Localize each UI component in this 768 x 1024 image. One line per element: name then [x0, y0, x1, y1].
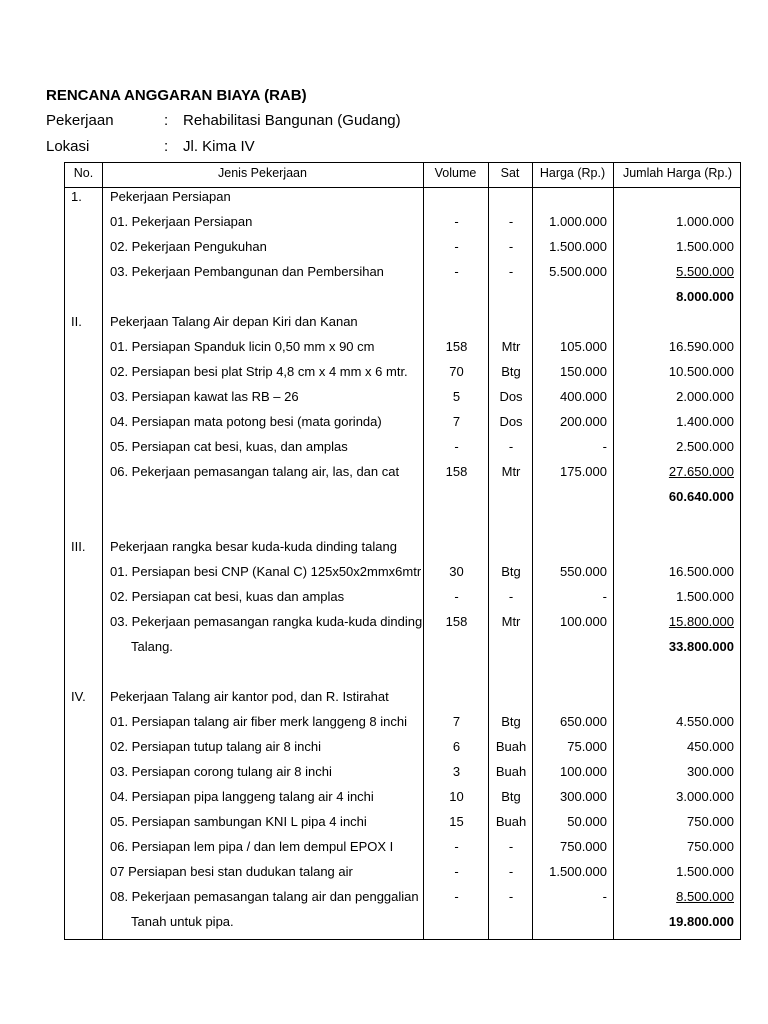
- row-price: 1.500.000: [549, 239, 607, 254]
- row-unit: Buah: [495, 739, 527, 754]
- row-job: 04. Persiapan pipa langgeng talang air 4 inchi: [110, 789, 374, 804]
- row-unit: Dos: [499, 414, 523, 429]
- row-volume: -: [454, 839, 459, 854]
- row-total: 1.000.000: [676, 214, 734, 229]
- row-job: 04. Persiapan mata potong besi (mata gorinda): [110, 414, 382, 429]
- table-row: [65, 414, 742, 434]
- table-row: [65, 764, 742, 784]
- row-price: 100.000: [560, 764, 607, 779]
- row-volume: -: [454, 889, 459, 904]
- row-job: 02. Pekerjaan Pengukuhan: [110, 239, 267, 254]
- row-number: IV.: [71, 689, 86, 704]
- row-job: 01. Persiapan besi CNP (Kanal C) 125x50x2mmx6mtr: [110, 564, 422, 579]
- row-price: -: [602, 589, 607, 604]
- row-total: 15.800.000: [668, 614, 734, 629]
- rab-table: [64, 162, 741, 940]
- header-no: No.: [73, 166, 94, 180]
- row-unit: -: [508, 239, 514, 254]
- row-job: 01. Persiapan Spanduk licin 0,50 mm x 90 cm: [110, 339, 375, 354]
- row-job: 01. Pekerjaan Persiapan: [110, 214, 253, 229]
- row-unit: Dos: [499, 389, 523, 404]
- row-subtotal: 19.800.000: [668, 914, 734, 929]
- row-price: 5.500.000: [549, 264, 607, 279]
- table-row: [65, 889, 742, 909]
- row-total: 8.500.000: [676, 889, 734, 904]
- row-unit: Mtr: [501, 339, 521, 354]
- row-total: 5.500.000: [676, 264, 734, 279]
- row-unit: -: [508, 864, 514, 879]
- row-volume: 7: [452, 414, 461, 429]
- table-row: [65, 814, 742, 834]
- table-row: [65, 314, 742, 334]
- row-unit: Btg: [501, 789, 521, 804]
- table-row: [65, 839, 742, 859]
- row-unit: Buah: [495, 814, 527, 829]
- row-job: 02. Persiapan tutup talang air 8 inchi: [110, 739, 322, 754]
- row-total: 1.500.000: [676, 589, 734, 604]
- row-job: Pekerjaan Talang air kantor pod, dan R. Istirahat: [110, 689, 389, 704]
- header-price: Harga (Rp.): [539, 166, 606, 180]
- row-unit: Buah: [495, 764, 527, 779]
- row-total: 2.500.000: [676, 439, 734, 454]
- row-volume: -: [454, 439, 459, 454]
- row-price: 650.000: [560, 714, 607, 729]
- row-job: 03. Persiapan kawat las RB – 26: [110, 389, 299, 404]
- row-price: 175.000: [560, 464, 607, 479]
- row-volume: 15: [449, 814, 464, 829]
- table-row: [65, 439, 742, 459]
- row-total: 450.000: [687, 739, 734, 754]
- job-value: Rehabilitasi Bangunan (Gudang): [183, 112, 401, 129]
- row-volume: -: [454, 239, 459, 254]
- header-job: Jenis Pekerjaan: [218, 166, 307, 180]
- row-volume: 10: [449, 789, 464, 804]
- header-unit: Sat: [500, 166, 520, 180]
- row-total: 27.650.000: [668, 464, 734, 479]
- row-job: 03. Persiapan corong tulang air 8 inchi: [110, 764, 332, 779]
- row-price: 150.000: [560, 364, 607, 379]
- row-volume: 158: [445, 614, 468, 629]
- row-volume: 5: [452, 389, 461, 404]
- row-total: 1.400.000: [676, 414, 734, 429]
- header-divider: [65, 187, 740, 188]
- row-volume: 6: [452, 739, 461, 754]
- row-job: 08. Pekerjaan pemasangan talang air dan penggalian: [110, 889, 419, 904]
- row-job: Pekerjaan rangka besar kuda-kuda dinding talang: [110, 539, 397, 554]
- row-number: 1.: [71, 189, 82, 204]
- row-unit: -: [508, 839, 514, 854]
- row-total: 16.590.000: [668, 339, 734, 354]
- row-unit: -: [508, 264, 514, 279]
- row-volume: -: [454, 864, 459, 879]
- job-colon: :: [164, 112, 169, 129]
- table-row: [65, 214, 742, 234]
- row-job: 01. Persiapan talang air fiber merk langgeng 8 inchi: [110, 714, 408, 729]
- header-total: Jumlah Harga (Rp.): [622, 166, 733, 180]
- table-row: [65, 614, 742, 634]
- row-total: 16.500.000: [668, 564, 734, 579]
- row-unit: -: [508, 889, 514, 904]
- row-volume: -: [454, 589, 459, 604]
- location-label: Lokasi: [46, 138, 90, 155]
- row-volume: -: [454, 264, 459, 279]
- location-value: Jl. Kima IV: [183, 138, 255, 155]
- row-price: 750.000: [560, 839, 607, 854]
- row-job: 03. Pekerjaan pemasangan rangka kuda-kuda dinding: [110, 614, 423, 629]
- row-total: 750.000: [687, 839, 734, 854]
- row-job: Pekerjaan Talang Air depan Kiri dan Kanan: [110, 314, 358, 329]
- table-row: [65, 564, 742, 584]
- row-volume: 158: [445, 339, 468, 354]
- row-unit: Mtr: [501, 464, 521, 479]
- row-unit: Btg: [501, 564, 521, 579]
- row-job: 07 Persiapan besi stan dudukan talang air: [110, 864, 353, 879]
- table-row: [65, 264, 742, 284]
- row-price: 400.000: [560, 389, 607, 404]
- row-number: III.: [71, 539, 86, 554]
- row-volume: 7: [452, 714, 461, 729]
- row-price: 1.000.000: [549, 214, 607, 229]
- row-job: Pekerjaan Persiapan: [110, 189, 231, 204]
- row-subtotal: 33.800.000: [668, 639, 734, 654]
- table-row: [65, 489, 742, 509]
- row-subtotal: 60.640.000: [668, 489, 734, 504]
- table-row: [65, 364, 742, 384]
- row-job: 06. Persiapan lem pipa / dan lem dempul EPOX I: [110, 839, 394, 854]
- row-total: 1.500.000: [676, 239, 734, 254]
- row-job: 05. Persiapan sambungan KNI L pipa 4 inchi: [110, 814, 367, 829]
- row-total: 10.500.000: [668, 364, 734, 379]
- row-job: 02. Persiapan cat besi, kuas dan amplas: [110, 589, 345, 604]
- job-label: Pekerjaan: [46, 112, 114, 129]
- header-volume: Volume: [434, 166, 477, 180]
- row-unit: Btg: [501, 714, 521, 729]
- table-row: [65, 239, 742, 259]
- row-unit: -: [508, 439, 514, 454]
- row-price: 200.000: [560, 414, 607, 429]
- row-price: -: [602, 889, 607, 904]
- row-total: 750.000: [687, 814, 734, 829]
- table-row: [65, 289, 742, 309]
- row-unit: -: [508, 214, 514, 229]
- table-row: [65, 714, 742, 734]
- row-total: 1.500.000: [676, 864, 734, 879]
- table-row: [65, 589, 742, 609]
- row-total: 4.550.000: [676, 714, 734, 729]
- row-job: 03. Pekerjaan Pembangunan dan Pembersihan: [110, 264, 384, 279]
- table-row: [65, 739, 742, 759]
- row-price: 300.000: [560, 789, 607, 804]
- row-unit: Btg: [501, 364, 521, 379]
- row-number: II.: [71, 314, 82, 329]
- row-job: 02. Persiapan besi plat Strip 4,8 cm x 4 mm x 6 mtr.: [110, 364, 408, 379]
- table-row: [65, 339, 742, 359]
- row-unit: -: [508, 589, 514, 604]
- row-price: 1.500.000: [549, 864, 607, 879]
- table-row: [65, 389, 742, 409]
- table-row: [65, 539, 742, 559]
- row-total: 3.000.000: [676, 789, 734, 804]
- row-price: 100.000: [560, 614, 607, 629]
- row-job: 06. Pekerjaan pemasangan talang air, las, dan cat: [110, 464, 400, 479]
- row-price: 50.000: [567, 814, 607, 829]
- row-subtotal: 8.000.000: [676, 289, 734, 304]
- row-volume: -: [454, 214, 459, 229]
- table-row: [65, 914, 742, 934]
- table-row: [65, 789, 742, 809]
- row-price: 75.000: [567, 739, 607, 754]
- table-row: [65, 864, 742, 884]
- row-volume: 3: [452, 764, 461, 779]
- row-volume: 70: [449, 364, 464, 379]
- table-row: [65, 189, 742, 209]
- table-row: [65, 689, 742, 709]
- table-row: [65, 464, 742, 484]
- row-volume: 158: [445, 464, 468, 479]
- row-job: 05. Persiapan cat besi, kuas, dan amplas: [110, 439, 348, 454]
- table-row: [65, 639, 742, 659]
- row-price: -: [602, 439, 607, 454]
- row-price: 105.000: [560, 339, 607, 354]
- row-total: 2.000.000: [676, 389, 734, 404]
- location-colon: :: [164, 138, 169, 155]
- row-job: Talang.: [131, 639, 173, 654]
- row-volume: 30: [449, 564, 464, 579]
- row-job: Tanah untuk pipa.: [131, 914, 234, 929]
- row-total: 300.000: [687, 764, 734, 779]
- row-unit: Mtr: [501, 614, 521, 629]
- document-title: RENCANA ANGGARAN BIAYA (RAB): [46, 87, 307, 104]
- row-price: 550.000: [560, 564, 607, 579]
